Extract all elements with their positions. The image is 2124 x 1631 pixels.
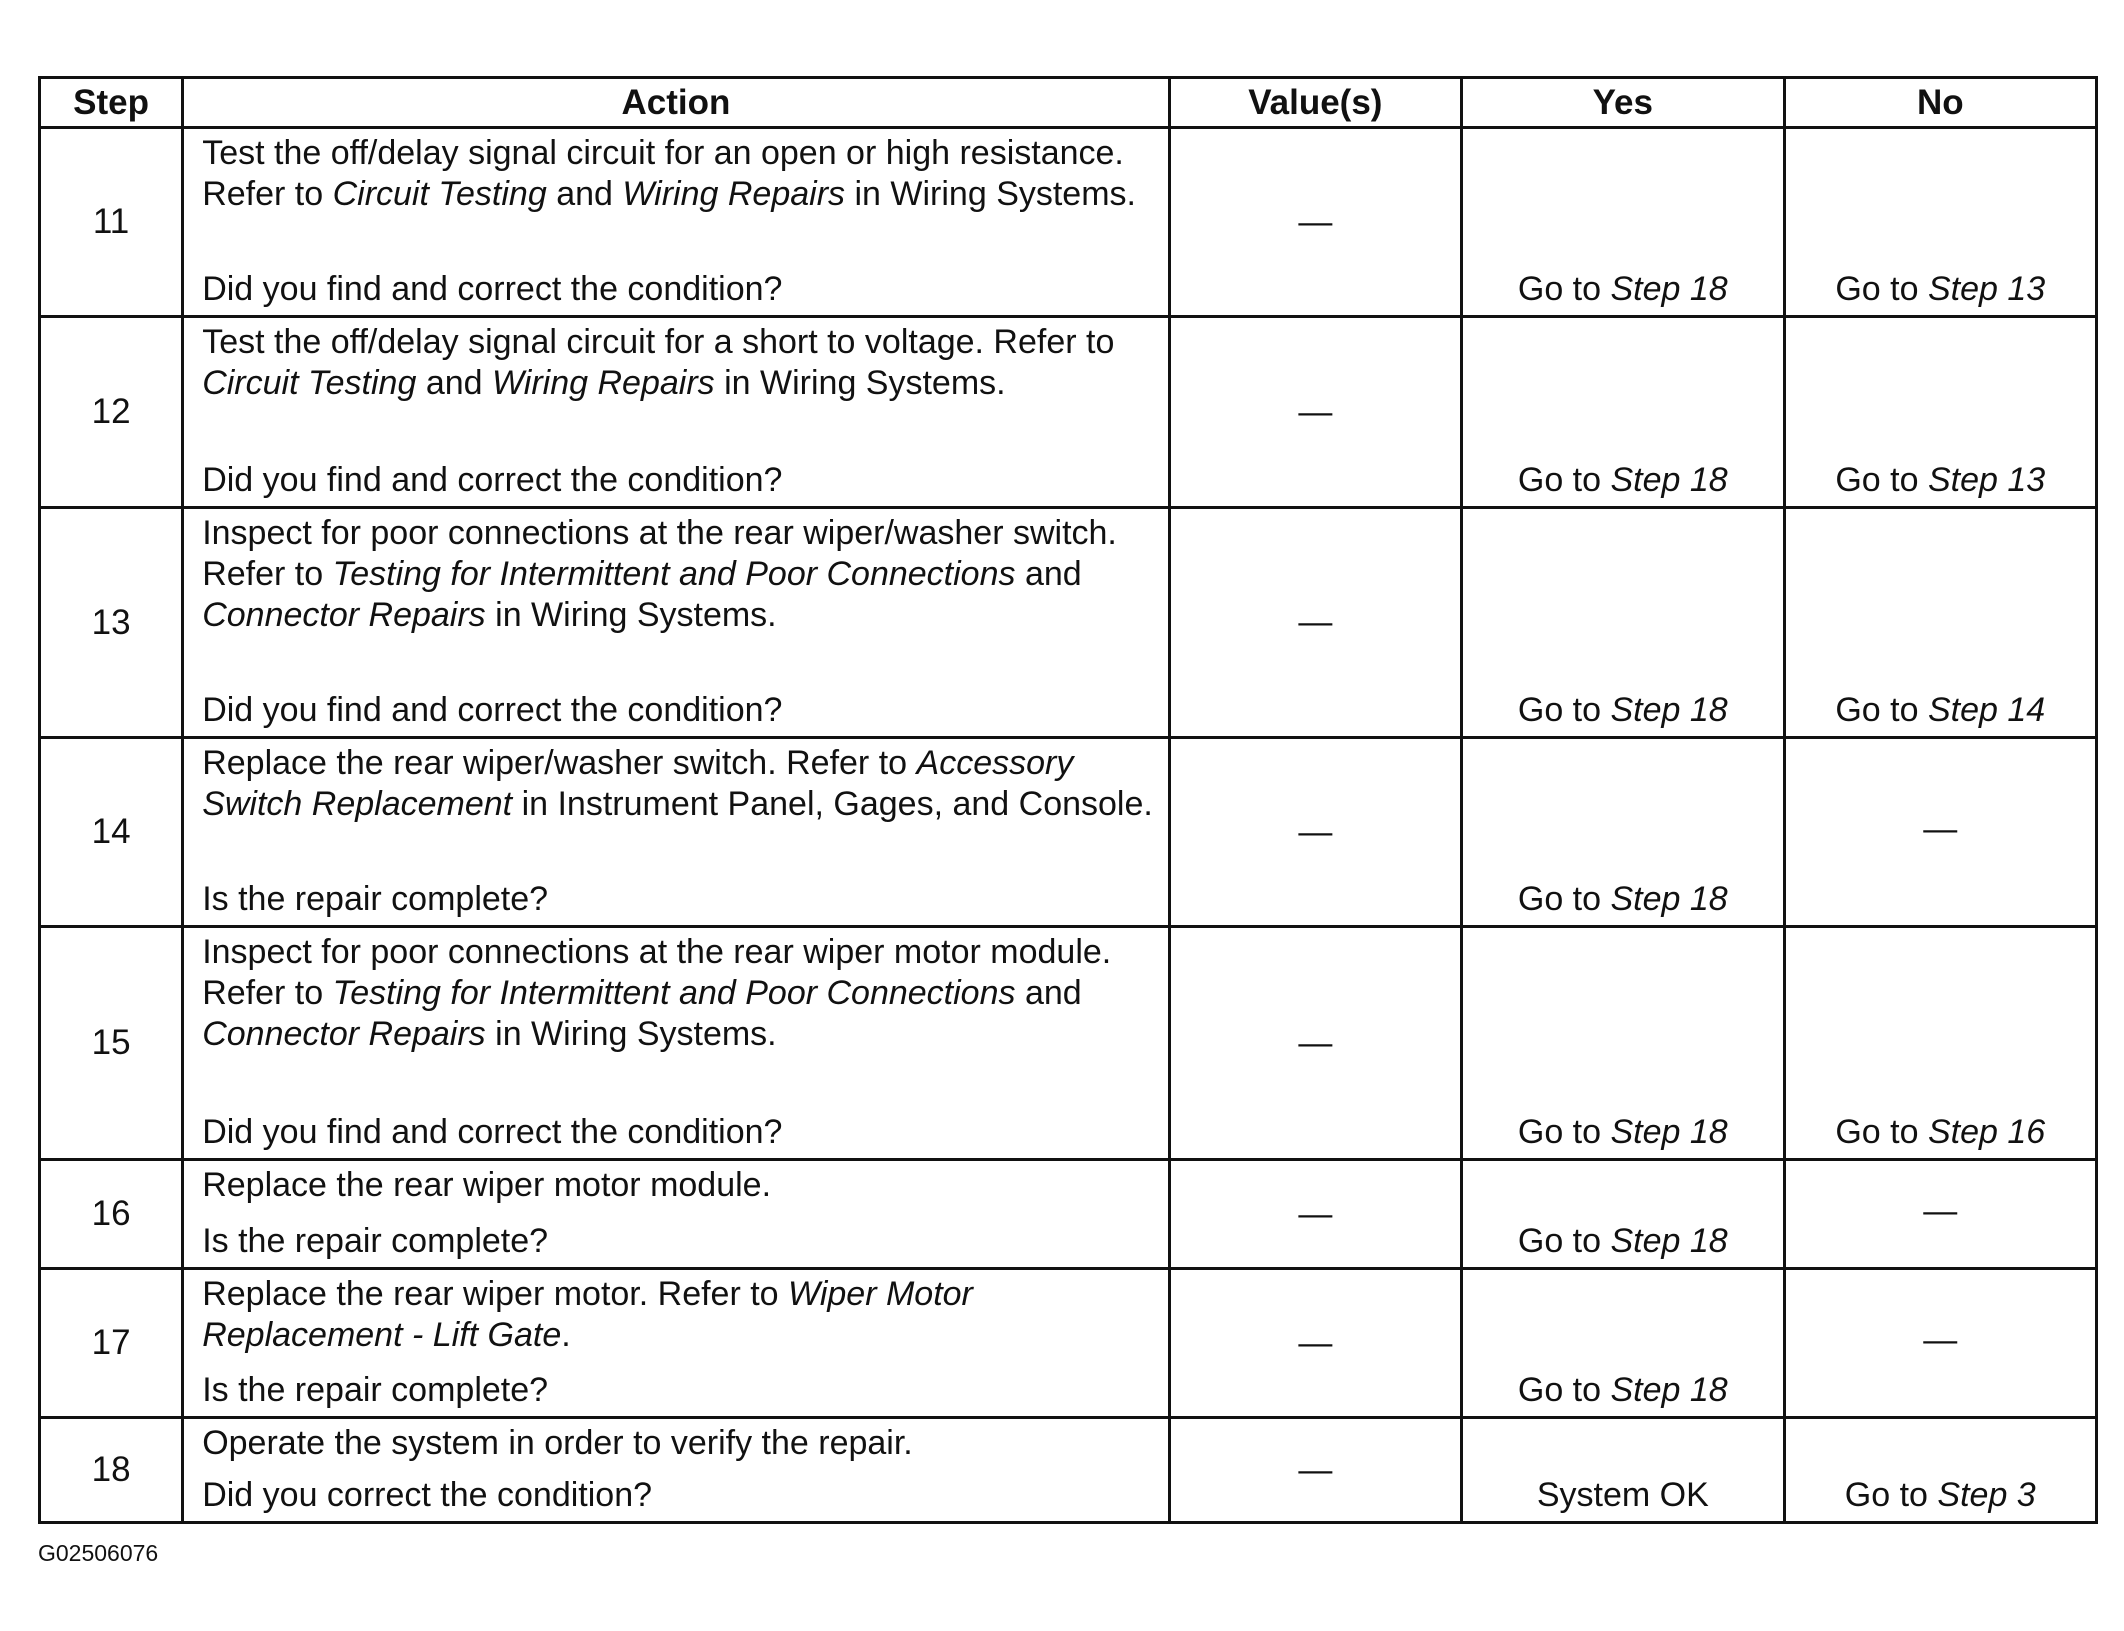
action-text	[202, 932, 1157, 1055]
yes-text: Go to	[1517, 461, 1611, 499]
header-yes: Yes	[1462, 78, 1784, 128]
action-text-segment: in Wiring Systems.	[714, 364, 1006, 402]
no-cell	[1784, 1160, 2096, 1269]
action-question: Did you find and correct the condition?	[202, 691, 783, 729]
yes-text: Go to	[1517, 691, 1611, 729]
header-action: Action	[183, 78, 1169, 128]
action-cell	[183, 317, 1169, 508]
yes-text: Go to	[1517, 1371, 1611, 1409]
yes-text: Go to	[1517, 270, 1611, 308]
reference-title: Wiring Repairs	[622, 175, 846, 213]
action-text-segment: in Wiring Systems.	[485, 596, 777, 634]
yes-step-link[interactable]: Step 18	[1610, 1222, 1728, 1260]
yes-step-link[interactable]: Step 18	[1610, 691, 1728, 729]
step-number: 13	[40, 508, 183, 738]
action-cell	[183, 1269, 1169, 1418]
no-step-link[interactable]: Step 14	[1927, 691, 2046, 729]
no-step-link[interactable]: Step 3	[1937, 1476, 2036, 1514]
yes-step-link[interactable]: Step 18	[1610, 461, 1728, 499]
reference-title: Testing for Intermittent and Poor Connections	[332, 974, 1016, 1012]
action-text-segment: Inspect for poor connections at the rear wiper motor module. Refer to	[202, 933, 1112, 1012]
reference-title: Wiper Motor Replacement - Lift Gate	[202, 1275, 973, 1354]
action-text-segment: and	[416, 364, 492, 402]
yes-step-link[interactable]: Step 18	[1610, 1113, 1728, 1151]
no-step-link[interactable]: Step 13	[1927, 461, 2046, 499]
diagnostic-table-page	[38, 76, 2098, 1524]
action-text-segment: and	[1015, 974, 1082, 1012]
yes-text: Go to	[1517, 880, 1611, 918]
reference-title: Testing for Intermittent and Poor Connections	[332, 555, 1016, 593]
yes-step-link[interactable]: Step 18	[1610, 880, 1728, 918]
value-cell: —	[1169, 508, 1461, 738]
document-id: G02506076	[38, 1540, 159, 1566]
yes-text: System OK	[1536, 1476, 1709, 1514]
action-question: Is the repair complete?	[202, 1222, 549, 1260]
yes-text: Go to	[1517, 1222, 1611, 1260]
step-number: 15	[40, 927, 183, 1160]
step-number: 12	[40, 317, 183, 508]
action-cell	[183, 508, 1169, 738]
table-row	[40, 1418, 2097, 1523]
no-text: Go to	[1835, 691, 1928, 729]
yes-step-link[interactable]: Step 18	[1610, 270, 1728, 308]
action-text	[202, 743, 1157, 825]
action-text-segment: Replace the rear wiper motor module.	[202, 1166, 772, 1204]
table-body	[40, 128, 2097, 1523]
reference-title: Connector Repairs	[202, 596, 486, 634]
action-question: Did you correct the condition?	[202, 1476, 653, 1514]
reference-title: Circuit Testing	[332, 175, 547, 213]
yes-cell	[1462, 1269, 1784, 1418]
action-text-segment: Test the off/delay signal circuit for a short to voltage. Refer to	[202, 323, 1115, 361]
value-cell: —	[1169, 317, 1461, 508]
action-question: Is the repair complete?	[202, 1371, 549, 1409]
no-step-link[interactable]: Step 16	[1927, 1113, 2046, 1151]
action-text-segment: Test the off/delay signal circuit for an open or high resistance. Refer to	[202, 134, 1124, 213]
table-row	[40, 508, 2097, 738]
no-cell	[1784, 128, 2096, 317]
step-number: 18	[40, 1418, 183, 1523]
table-row	[40, 128, 2097, 317]
no-text: Go to	[1835, 461, 1928, 499]
action-text	[202, 322, 1157, 404]
reference-title: Circuit Testing	[202, 364, 417, 402]
action-text-segment: in Instrument Panel, Gages, and Console.	[512, 785, 1153, 823]
yes-cell	[1462, 1160, 1784, 1269]
action-cell	[183, 128, 1169, 317]
action-text-segment: in Wiring Systems.	[845, 175, 1136, 213]
yes-cell	[1462, 1418, 1784, 1523]
yes-cell	[1462, 317, 1784, 508]
table-row	[40, 1160, 2097, 1269]
action-question: Did you find and correct the condition?	[202, 270, 783, 308]
yes-cell	[1462, 738, 1784, 927]
yes-cell	[1462, 128, 1784, 317]
action-cell	[183, 1418, 1169, 1523]
value-cell: —	[1169, 738, 1461, 927]
step-number: 11	[40, 128, 183, 317]
value-cell: —	[1169, 1160, 1461, 1269]
no-step-link[interactable]: Step 13	[1927, 270, 2046, 308]
yes-cell	[1462, 508, 1784, 738]
table-row	[40, 927, 2097, 1160]
action-text	[202, 1274, 1157, 1356]
step-number: 16	[40, 1160, 183, 1269]
action-text-segment: and	[546, 175, 623, 213]
header-no: No	[1784, 78, 2096, 128]
value-cell: —	[1169, 1418, 1461, 1523]
value-cell: —	[1169, 1269, 1461, 1418]
action-text-segment: in Wiring Systems.	[485, 1015, 777, 1053]
no-text: Go to	[1835, 270, 1928, 308]
action-text	[202, 133, 1157, 215]
value-cell: —	[1169, 927, 1461, 1160]
action-text-segment: Replace the rear wiper motor. Refer to	[202, 1275, 789, 1313]
table-row	[40, 1269, 2097, 1418]
header-step: Step	[40, 78, 183, 128]
action-question: Did you find and correct the condition?	[202, 1113, 783, 1151]
no-cell	[1784, 738, 2096, 927]
step-number: 14	[40, 738, 183, 927]
no-cell	[1784, 508, 2096, 738]
action-text-segment: Operate the system in order to verify the repair.	[202, 1424, 913, 1462]
no-cell	[1784, 317, 2096, 508]
no-cell	[1784, 927, 2096, 1160]
reference-title: Wiring Repairs	[492, 364, 715, 402]
no-text: Go to	[1835, 1113, 1928, 1151]
reference-title: Connector Repairs	[202, 1015, 486, 1053]
table-header-row	[40, 78, 2097, 128]
no-text: —	[1923, 1320, 1958, 1359]
no-text: Go to	[1844, 1476, 1938, 1514]
diagnostic-table	[38, 76, 2098, 1524]
no-text: —	[1923, 809, 1958, 848]
no-text: —	[1923, 1191, 1958, 1230]
yes-cell	[1462, 927, 1784, 1160]
action-text-segment: .	[561, 1316, 571, 1354]
action-text-segment: and	[1015, 555, 1082, 593]
action-question: Did you find and correct the condition?	[202, 461, 783, 499]
table-row	[40, 317, 2097, 508]
no-cell	[1784, 1269, 2096, 1418]
action-question: Is the repair complete?	[202, 880, 549, 918]
yes-step-link[interactable]: Step 18	[1610, 1371, 1728, 1409]
action-cell	[183, 1160, 1169, 1269]
action-text-segment: Inspect for poor connections at the rear wiper/washer switch. Refer to	[202, 514, 1117, 593]
action-cell	[183, 738, 1169, 927]
value-cell: —	[1169, 128, 1461, 317]
table-row	[40, 738, 2097, 927]
action-text	[202, 1423, 1157, 1464]
action-text	[202, 513, 1157, 636]
action-cell	[183, 927, 1169, 1160]
action-text-segment: Replace the rear wiper/washer switch. Refer to	[202, 744, 917, 782]
yes-text: Go to	[1517, 1113, 1611, 1151]
action-text	[202, 1165, 1157, 1206]
reference-title: Accessory Switch Replacement	[202, 744, 1074, 823]
header-values: Value(s)	[1169, 78, 1461, 128]
no-cell	[1784, 1418, 2096, 1523]
step-number: 17	[40, 1269, 183, 1418]
